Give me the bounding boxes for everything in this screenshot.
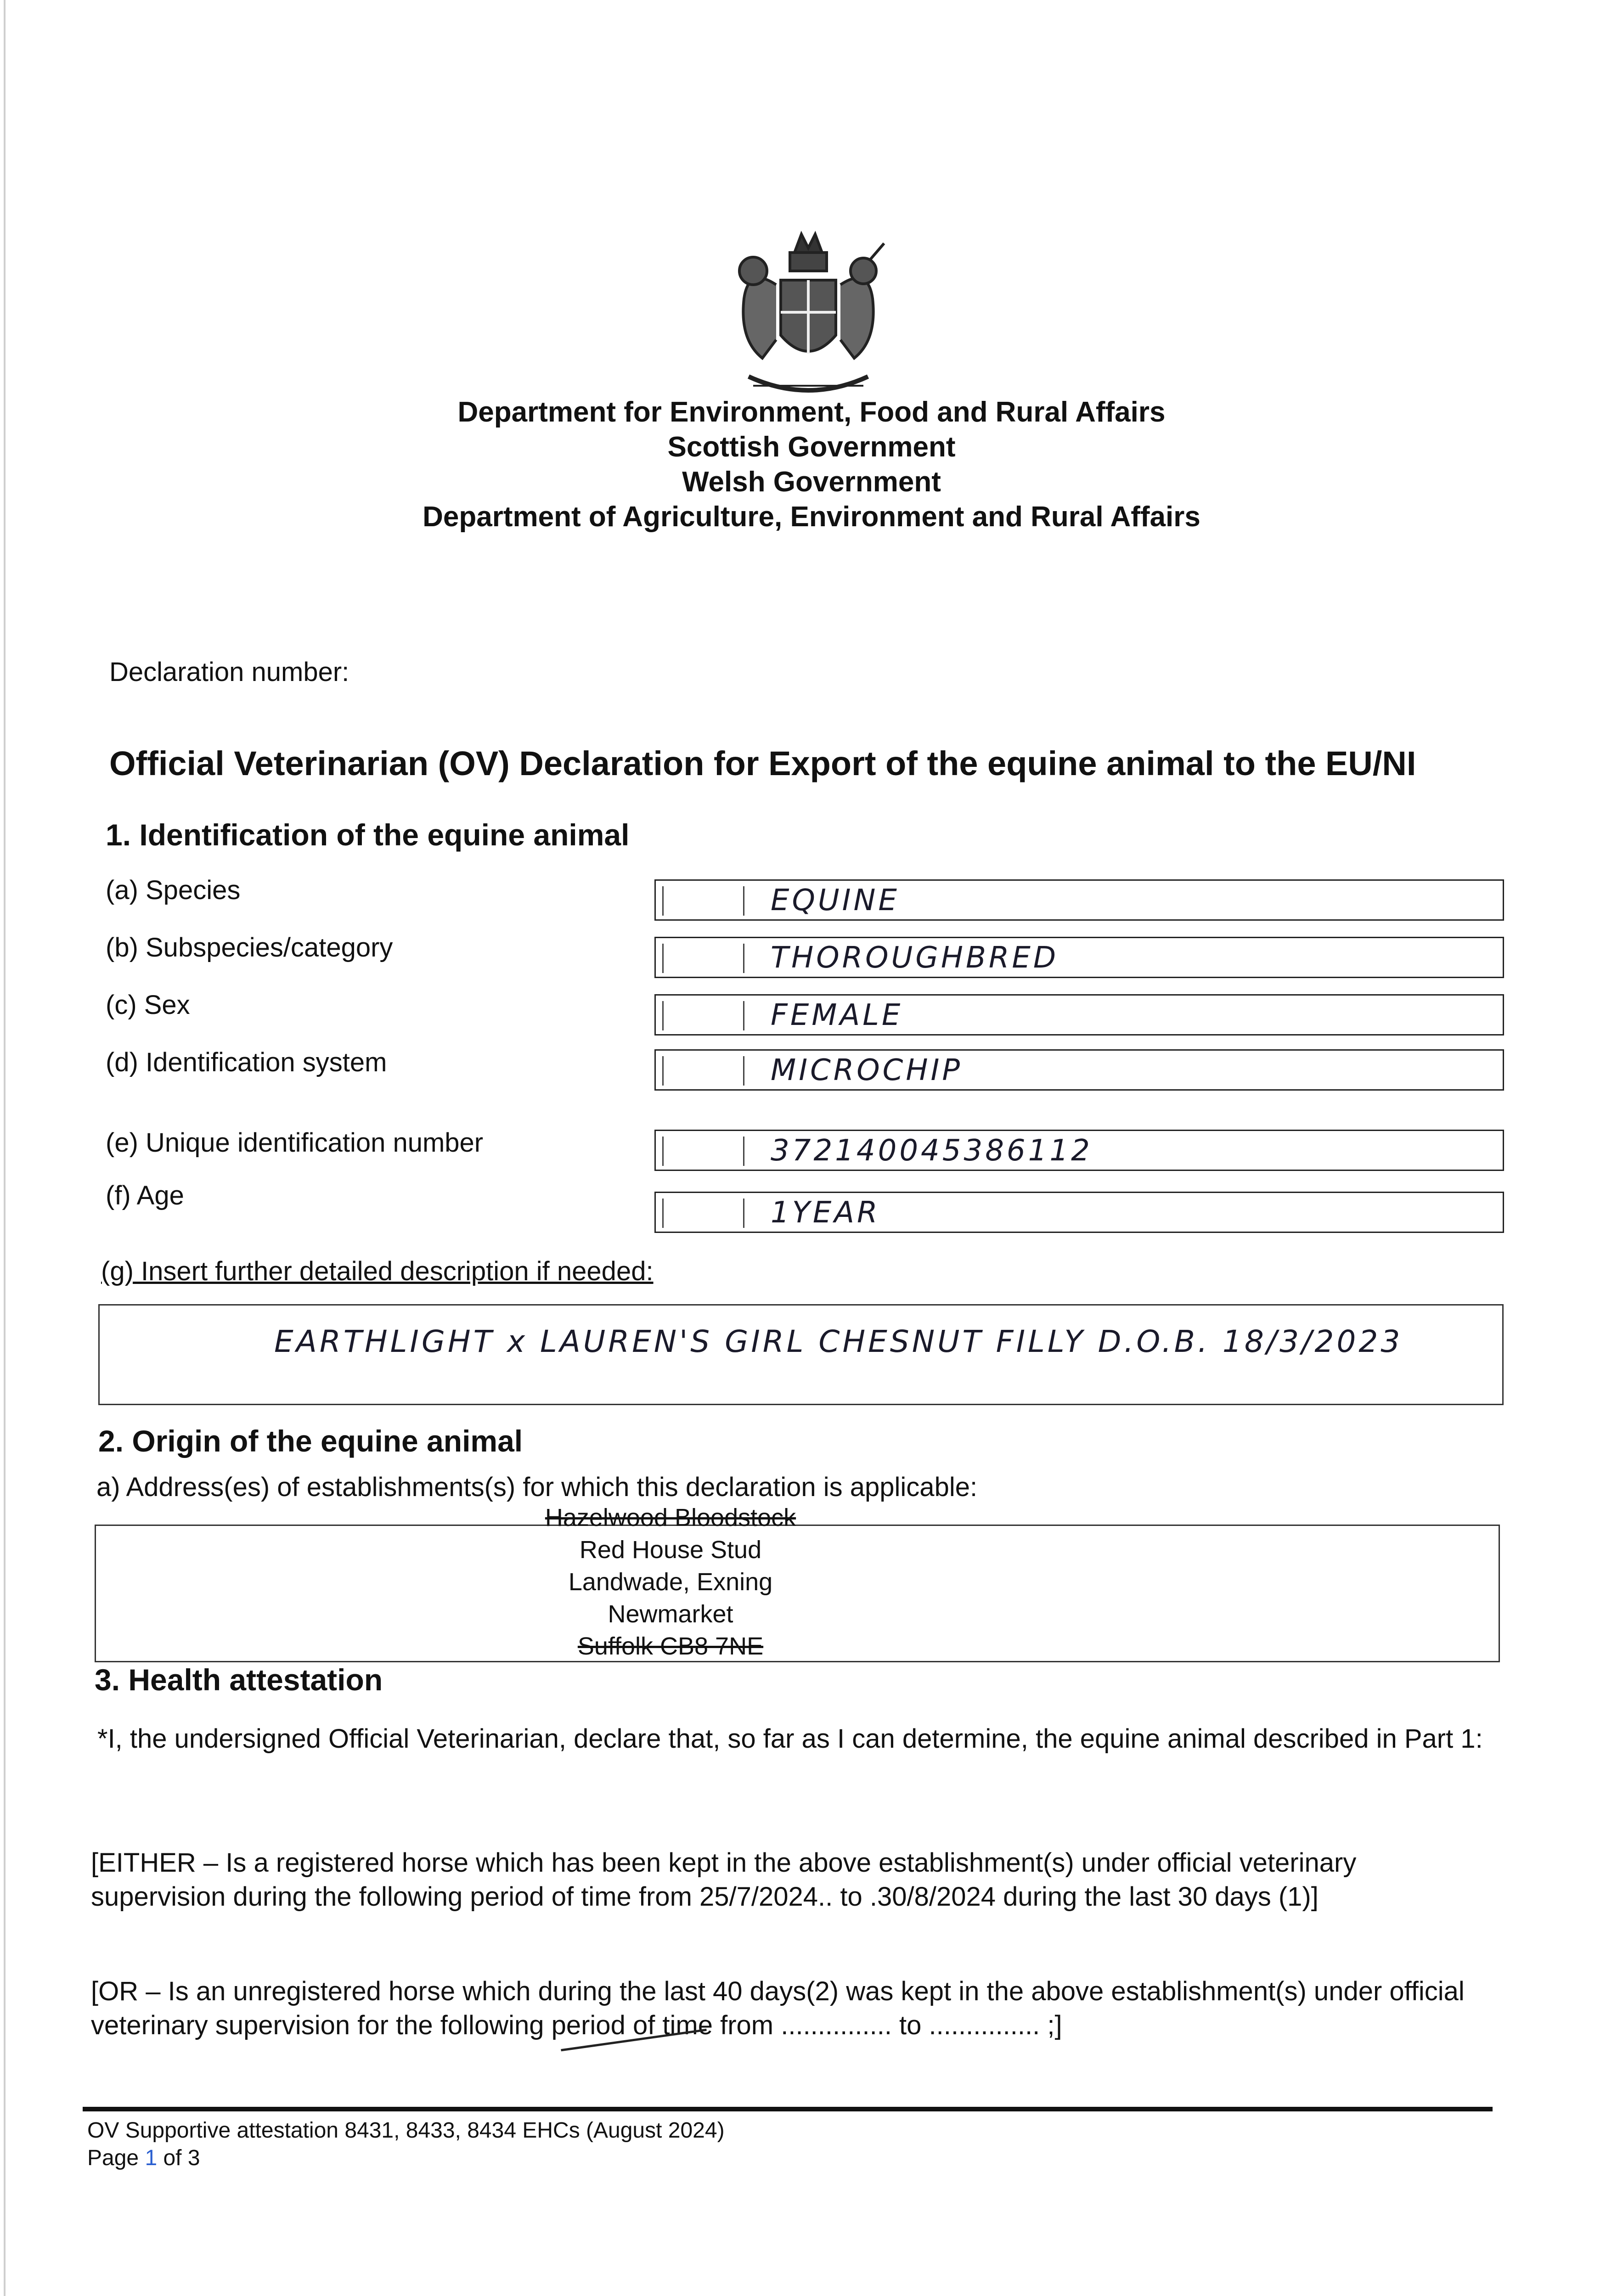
species-value: EQUINE (771, 884, 900, 917)
description-value: EARTHLIGHT x LAUREN'S GIRL CHESNUT FILLY D.O.B. 18/3/2023 (274, 1324, 1403, 1359)
either-clause: [EITHER – Is a registered horse which has been kept in the above establishment(s) under official veterinary supervision during the following period of time from 25/7/2024.. to .30/8/2024 during the last 30 days (1)] (91, 1848, 1357, 1912)
age-label: (f) Age (106, 1181, 184, 1210)
identification-system-field[interactable] (654, 1049, 1504, 1091)
current-page-number: 1 (145, 2146, 158, 2170)
scan-edge (4, 0, 6, 2296)
header-scottish-gov: Scottish Government (667, 431, 956, 463)
address-line: Suffolk CB8 7NE (577, 1632, 764, 1660)
address-line: Landwade, Exning (568, 1568, 773, 1596)
footer-divider (83, 2107, 1493, 2111)
identification-system-value: MICROCHIP (771, 1053, 963, 1087)
or-clause: [OR – Is an unregistered horse which during the last 40 days(2) was kept in the above establishment(s) under official veterinary supervision for the following period of time from ............... to ............... ;] (91, 1976, 1465, 2040)
sex-value: FEMALE (771, 998, 903, 1032)
health-attestation-intro: *I, the undersigned Official Veterinarian, declare that, so far as I can determine, the equine animal described in Part 1: (97, 1724, 1483, 1754)
declaration-number-label: Declaration number: (109, 657, 349, 687)
age-value: 1YEAR (771, 1196, 880, 1230)
subspecies-value: THOROUGHBRED (771, 941, 1059, 975)
page-indicator: Page 1 of 3 (87, 2146, 200, 2170)
subspecies-label: (b) Subspecies/category (106, 933, 393, 962)
subspecies-field[interactable] (654, 937, 1504, 978)
uid-value: 372140045386112 (771, 1134, 1093, 1168)
footer-attestation: OV Supportive attestation 8431, 8433, 8434 EHCs (August 2024) (87, 2118, 725, 2143)
description-label: (g) Insert further detailed description if needed: (101, 1256, 654, 1286)
header-welsh-gov: Welsh Government (682, 466, 941, 498)
uid-field[interactable] (654, 1130, 1504, 1171)
section2-heading: 2. Origin of the equine animal (98, 1424, 523, 1458)
identification-system-label: (d) Identification system (106, 1047, 387, 1077)
section1-heading: 1. Identification of the equine animal (106, 818, 630, 852)
royal-coat-of-arms-icon (707, 220, 909, 422)
uid-label: (e) Unique identification number (106, 1128, 484, 1158)
description-field[interactable] (98, 1304, 1504, 1405)
address-line: Newmarket (608, 1600, 733, 1628)
sex-field[interactable] (654, 994, 1504, 1035)
sex-label: (c) Sex (106, 990, 190, 1020)
address-label: a) Address(es) of establishments(s) for which this declaration is applicable: (96, 1472, 978, 1502)
address-line: Red House Stud (579, 1536, 762, 1564)
page-title: Official Veterinarian (OV) Declaration for Export of the equine animal to the EU/NI (109, 744, 1416, 782)
header-defra: Department for Environment, Food and Rural Affairs (457, 396, 1166, 428)
species-label: (a) Species (106, 875, 241, 905)
section3-heading: 3. Health attestation (95, 1663, 383, 1697)
footer (87, 2117, 725, 2172)
header-daera: Department of Agriculture, Environment and Rural Affairs (423, 501, 1200, 533)
species-field[interactable] (654, 879, 1504, 921)
address-line: Hazelwood Bloodstock (545, 1504, 796, 1531)
age-field[interactable] (654, 1192, 1504, 1233)
